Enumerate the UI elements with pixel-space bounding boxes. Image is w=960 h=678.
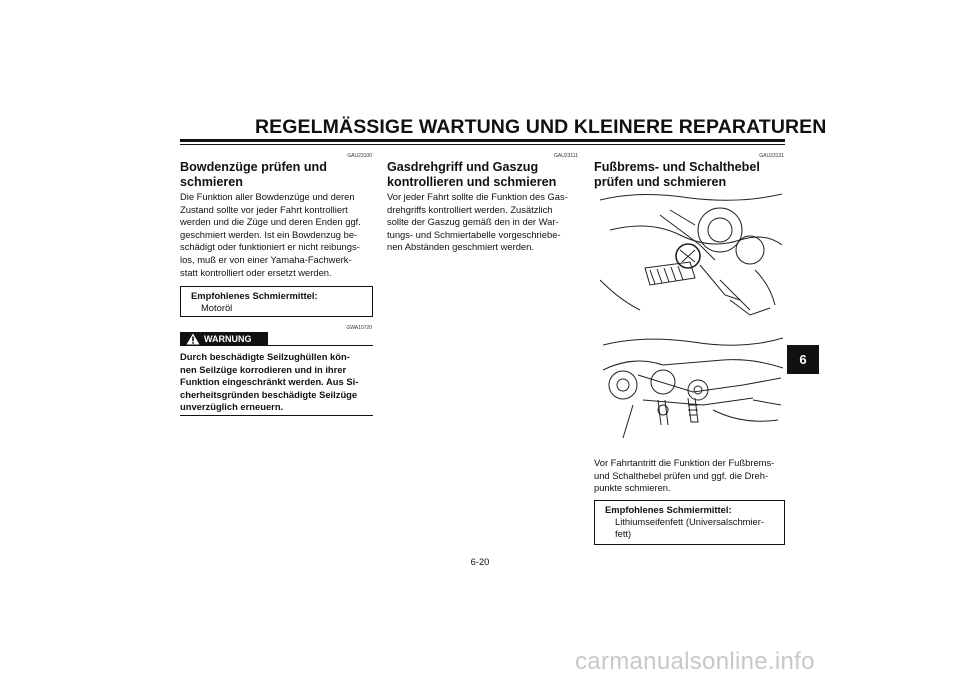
lubricant-box-value: Motoröl <box>201 302 233 313</box>
section-code-levers: GAU23131 <box>759 153 784 159</box>
heading-levers: Fußbrems- und Schalthebel prüfen und schmieren <box>594 160 760 189</box>
heading-cables: Bowdenzüge prüfen und schmieren <box>180 160 327 189</box>
body-cables: Die Funktion aller Bowdenzüge und deren Zustand sollte vor jeder Fahrt kontrolliert werden und die Züge und deren Enden ggf. geschmiert werden. Ist ein Bowdenzug be- schädigt oder funktioniert er nicht reibungs- los, muß er von einer Yamaha-Fachwerk- statt kontrolliert oder ersetzt werden. <box>180 191 361 278</box>
heading-throttle: Gasdrehgriff und Gaszug kontrollieren und schmieren <box>387 160 557 189</box>
warning-rule-top <box>268 345 373 346</box>
section-code-throttle: GAU23111 <box>554 153 578 159</box>
section-code-cables: GAU23100 <box>347 153 372 159</box>
lubricant-box-cables <box>180 286 373 317</box>
warning-rule-bottom <box>180 415 373 416</box>
chapter-tab: 6 <box>787 345 819 374</box>
header-rule-thin <box>180 144 785 145</box>
body-throttle: Vor jeder Fahrt sollte die Funktion des Gas- drehgriffs kontrolliert werden. Zusätzlich sollte der Gaszug gemäß den in der War- tungs- und Schmiertabelle vorgeschriebe- nen Abständen geschmiert werden. <box>387 191 568 253</box>
warning-code: GWA10720 <box>346 325 372 331</box>
page-title: REGELMÄSSIGE WARTUNG UND KLEINERE REPARATUREN <box>255 116 827 138</box>
header-rule-thick <box>180 139 785 142</box>
watermark: carmanualsonline.info <box>575 648 815 675</box>
warning-text: Durch beschädigte Seilzughüllen kön- nen Seilzüge korrodieren und in ihrer Funktion eingeschränkt werden. Aus Si- cherheitsgründen beschädigte Seilzüge unverzüglich erneuern. <box>180 351 359 413</box>
page-number: 6-20 <box>470 556 490 567</box>
warning-label: WARNUNG <box>204 334 252 344</box>
lubricant-box-levers <box>594 500 785 545</box>
warning-badge <box>180 332 268 346</box>
warning-triangle-icon <box>186 333 200 345</box>
lubricant-box-value: Lithiumseifenfett (Universalschmier- fett) <box>615 516 765 539</box>
brake-pedal-illustration <box>600 190 782 320</box>
body-levers: Vor Fahrtantritt die Funktion der Fußbrems- und Schalthebel prüfen und ggf. die Dreh- punkte schmieren. <box>594 457 775 494</box>
shift-lever-illustration <box>603 330 783 440</box>
lubricant-box-title: Empfohlenes Schmiermittel: <box>605 504 732 515</box>
lubricant-box-title: Empfohlenes Schmiermittel: <box>191 290 318 301</box>
